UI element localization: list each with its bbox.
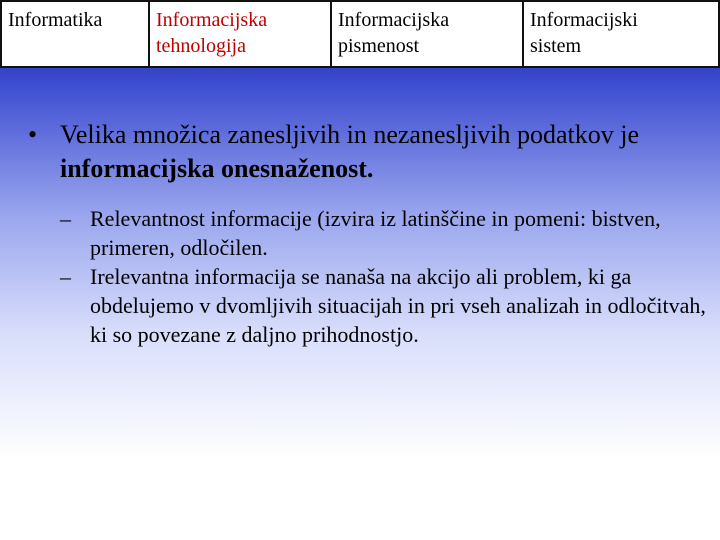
- tab-label-line-1: Informacijska: [338, 9, 450, 31]
- tab-informatika[interactable]: [2, 2, 150, 66]
- tab-label-line-2: sistem: [530, 35, 582, 57]
- tab-label-line-1: Informacijska: [156, 9, 268, 31]
- bullet-marker: •: [28, 120, 38, 149]
- sub-bullet-text: Irelevantna informacija se nanaša na akcijo ali problem, ki ga obdelujemo v dvomljivih situacijah in pri vseh analizah in odločitvah, ki so povezane z daljno prihodnostjo.: [90, 264, 706, 347]
- tab-informacijska-pismenost[interactable]: [332, 2, 524, 66]
- tab-bar: [0, 0, 720, 68]
- dash-marker: –: [60, 264, 71, 289]
- tab-label-line-2: pismenost: [338, 35, 420, 57]
- sub-bullet-irelevantna: [60, 262, 708, 349]
- slide-content: [28, 118, 708, 349]
- dash-marker: –: [60, 206, 71, 231]
- main-bullet-emphasis: informacijska onesnaženost.: [60, 154, 374, 183]
- sub-bullet-list: [28, 204, 708, 349]
- tab-informacijski-sistem[interactable]: [524, 2, 718, 66]
- main-bullet: [28, 118, 708, 186]
- tab-informacijska-tehnologija[interactable]: [150, 2, 332, 66]
- sub-bullet-relevantnost: [60, 204, 708, 262]
- main-bullet-text: Velika množica zanesljivih in nezanesljivih podatkov je: [60, 120, 640, 149]
- tab-label: Informatika: [8, 9, 103, 31]
- tab-label-line-2: tehnologija: [156, 35, 246, 57]
- sub-bullet-text: Relevantnost informacije (izvira iz latinščine in pomeni: bistven, primeren, odločilen.: [90, 206, 661, 260]
- tab-label-line-1: Informacijski: [530, 9, 638, 31]
